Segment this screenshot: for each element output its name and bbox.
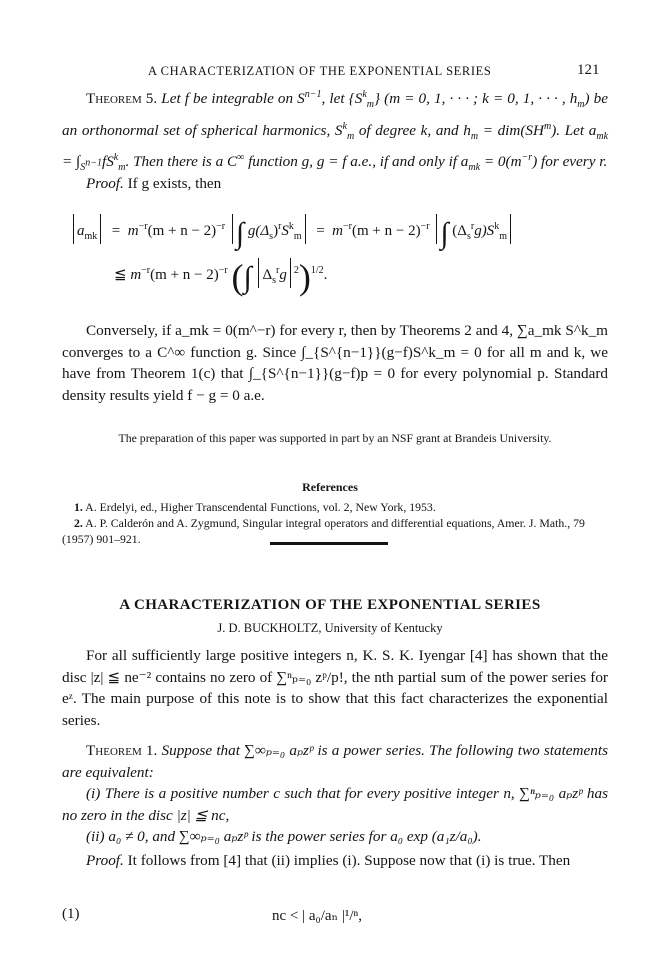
theorem-5-label: Theorem 5. xyxy=(86,90,158,108)
article-author: J. D. BUCKHOLTZ, University of Kentucky xyxy=(217,621,443,635)
article-intro: For all sufficiently large positive integers n, K. S. K. Iyengar [4] has shown that the disc |z| ≦ ne⁻² contains no zero of ∑ⁿₚ₌₀ zᵖ/p!, the nth partial sum of the power series for eᶻ. The main purpose of this note is to show that this fact characterizes the exponential series. xyxy=(62,647,608,729)
theorem-1-item-i: (i) There is a positive number c such that for every positive integer n, ∑ⁿₚ₌₀ aₚzᵖ has no zero in the disc |z| ≦ nc, xyxy=(62,785,608,824)
theorem-5: Theorem 5. Let f be integrable on $S^{n-1}$, let $\{S^k_m\} (m = 0$, 1, · · · ; k = 0, 1, · · · , $h_m$) be an orthonormal set of spherical harmonics, $S^k_m$ of degree k, and $h_m = dim(SH^m)$. Let $a_{mk} = \int_{S^{n-1}}fS^k_m$. Then there is a C∞ function g, g = f a.e., if and only if $a_{mk} = 0(m^{-r})$ for every r. xyxy=(62,89,609,174)
reference-2: 2. A. P. Calderón and A. Zygmund, Singular integral operators and differential equations, Amer. J. Math., 79 (1957) 901–921. xyxy=(62,516,585,546)
theorem-1-proof: Proof. It follows from [4] that (ii) implies (i). Suppose now that (i) is true. Then xyxy=(86,852,571,869)
converse-paragraph: Conversely, if a_mk = 0(m^−r) for every r, then by Theorems 2 and 4, ∑a_mk S^k_m converges to a C^∞ function g. Since ∫_{S^{n−1}}(g−f)S^k_m = 0 for all m and k, we have from Theorem 1(c) that ∫_{S^{n−1}}(g−f)p = 0 for every polynomial p. Standard density results yield f − g = 0 a.e. xyxy=(62,322,608,404)
equation-1: $a_{mk} = m^{-r}(m + n - 2)^{-r}$ ∫ $g(\Delta_s)^rS^k_m = m^{-r}(m + n - 2)^{-r}$ ∫ $(\Delta_s^rg)S^k_m$ xyxy=(70,214,514,249)
theorem-1-item-ii: (ii) a₀ ≠ 0, and ∑∞ₚ₌₀ aₚzᵖ is the power series for a₀ exp (a₁z/a₀). xyxy=(86,828,482,845)
running-head: A CHARACTERIZATION OF THE EXPONENTIAL SERIES xyxy=(148,64,492,78)
section-divider xyxy=(270,542,388,545)
reference-1: 1. A. Erdelyi, ed., Higher Transcendental Functions, vol. 2, New York, 1953. xyxy=(74,500,436,514)
footnote: The preparation of this paper was supported in part by an NSF grant at Brandeis University. xyxy=(118,431,552,445)
equation-1-label: (1) xyxy=(62,906,80,922)
proof-5: Proof. If g exists, then xyxy=(86,175,222,192)
equation-1-expression: nc < | a₀/aₙ |¹/ⁿ, xyxy=(272,908,362,924)
references-heading: References xyxy=(302,480,358,494)
equation-2: ≦ $m^{-r}(m + n - 2)^{-r}$ (∫ $\Delta_s^rg$ $^2$)$^{1/2}$. xyxy=(114,257,328,297)
page-number: 121 xyxy=(577,62,600,78)
theorem-1: Theorem 1. Suppose that ∑∞ₚ₌₀ aₚzᵖ is a power series. The following two statements are equivalent: xyxy=(62,742,608,781)
article-title: A CHARACTERIZATION OF THE EXPONENTIAL SERIES xyxy=(119,597,541,613)
